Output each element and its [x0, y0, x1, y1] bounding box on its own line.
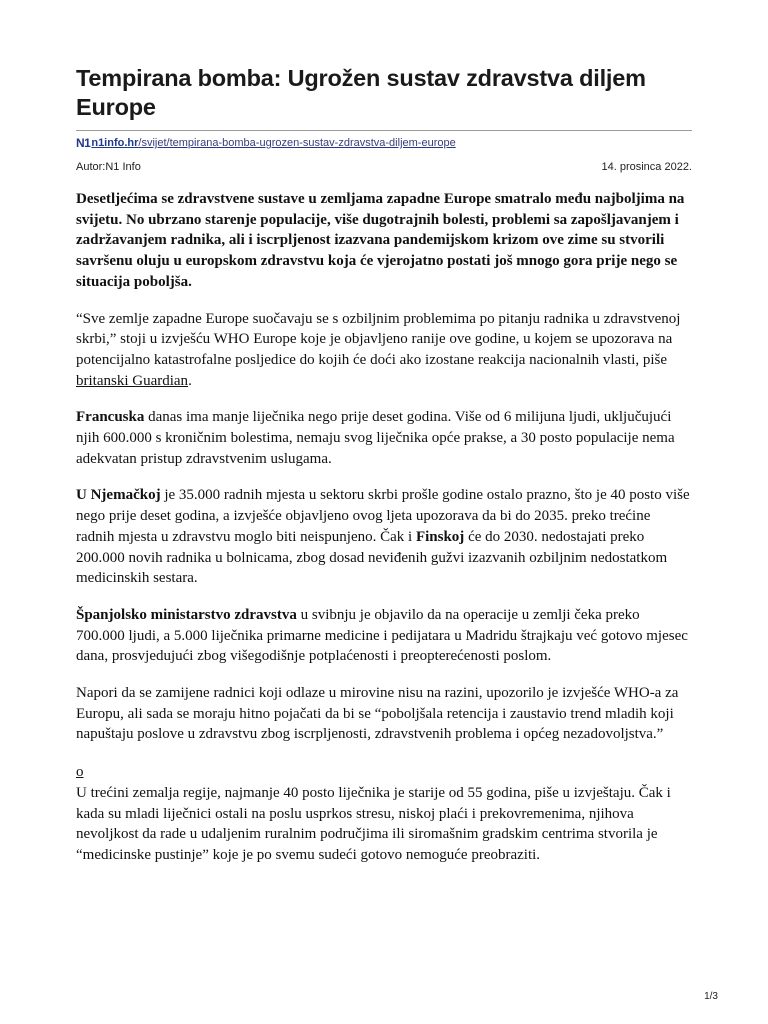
page-number: 1/3 [704, 991, 718, 1002]
paragraph-4 [76, 605, 692, 667]
article-author: Autor:N1 Info [76, 161, 141, 173]
paragraph-2-bold: Francuska [76, 409, 145, 426]
paragraph-1-end: . [188, 372, 192, 389]
paragraph-3 [76, 485, 692, 589]
paragraph-1-text: “Sve zemlje zapadne Europe suočavaju se s ozbiljnim problemima po pitanju radnika u zdravstvenoj skrbi,” stoji u izvješću WHO Europe koje je objavljeno ranije ove godine, u kojem se upozorava na potencijalno katastrofalne posljedice do kojih će doći ako izostane reakcija nacionalnih vlasti, piše [76, 310, 681, 368]
paragraph-1 [76, 309, 692, 392]
article-page [76, 64, 692, 866]
source-path: /svijet/tempirana-bomba-ugrozen-sustav-zdravstva-diljem-europe [138, 137, 456, 149]
article-meta [76, 161, 692, 173]
source-domain: n1info.hr [91, 137, 139, 149]
paragraph-3-bold-1: U Njemačkoj [76, 487, 161, 504]
paragraph-5: Napori da se zamijene radnici koji odlaze u mirovine nisu na razini, upozorilo je izvješće WHO-a za Europu, ali sada se moraju hitno pojačati da bi se “poboljšala retencija i zaustavio trend mladih koji napuštaju poslove u zdravstvu zbog iscrpljenosti, zdravstvenih problema i općeg nezadovoljstva.” [76, 685, 679, 743]
title-divider [76, 130, 692, 131]
paragraph-3-bold-2: Finskoj [415, 528, 465, 545]
paragraph-4-text: u svibnju je objavilo da na operacije u zemlji čeka preko 700.000 ljudi, a 5.000 liječnika primarne medicine i pedijatara u Madridu štrajkaju već gotovo mjesec dana, prosvjedujući zbog višegodišnje potplaćenosti i preopterećenosti poslom. [76, 606, 688, 665]
n1-logo-icon: N1 [76, 136, 91, 150]
source-url-link[interactable] [91, 137, 455, 149]
article-lead: Desetljećima se zdravstvene sustave u zemljama zapadne Europe smatralo među najboljima na svijetu. No ubrzano starenje populacije, više dugotrajnih bolesti, problemi sa zapošljavanjem i zadržavanjem radnika, ali i iscrpljenost izazvana pandemijskom krizom ove zime su stvorili savršenu oluju u europskom zdravstvu koja će vjerojatno postati još mnogo gora prije nego se situacija poboljša. [76, 191, 685, 290]
paragraph-4-bold: Španjolsko ministarstvo zdravstva [76, 606, 297, 623]
guardian-link[interactable]: britanski Guardian [76, 372, 189, 389]
paragraph-3-text-2: će do 2030. nedostajati preko 200.000 novih radnika u bolnicama, zbog dosad neviđenih gužvi izazvanih ozbiljnim nedostatkom medicinskih sestara. [76, 528, 668, 587]
paragraph-6: U trećini zemalja regije, najmanje 40 posto liječnika je starije od 55 godina, piše u izvještaju. Čak i kada su mladi liječnici ostali na poslu usprkos stresu, niskoj plaći i prekovremenima, njihova nevoljkost da rade u udaljenim ruralnim područjima ili siromašnim gradskim centrima stvorila je “medicinske pustinje” koje je po svemu sudeći gotovo nemoguće preobraziti. [76, 784, 671, 863]
section-marker-link[interactable]: o [76, 764, 84, 781]
article-title: Tempirana bomba: Ugrožen sustav zdravstva diljem Europe [76, 65, 646, 120]
paragraph-2-text: danas ima manje liječnika nego prije deset godina. Više od 6 milijuna ljudi, uključujući njih 600.000 s kroničnim bolestima, nemaju svog liječnika opće prakse, a 30 posto populacije nema adekvatan pristup zdravstvenim uslugama. [76, 409, 675, 467]
source-line [76, 135, 692, 151]
paragraph-3-text-1: je 35.000 radnih mjesta u sektoru skrbi prošle godine ostalo prazno, što je 40 posto više nego prije deset godina, a izvješće objavljeno ovog ljeta upozorava da bi do 2035. preko trećine radnih mjesta u zdravstvu moglo biti neispunjeno. Čak i [76, 487, 690, 545]
article-date: 14. prosinca 2022. [601, 161, 692, 173]
paragraph-2 [76, 407, 692, 469]
